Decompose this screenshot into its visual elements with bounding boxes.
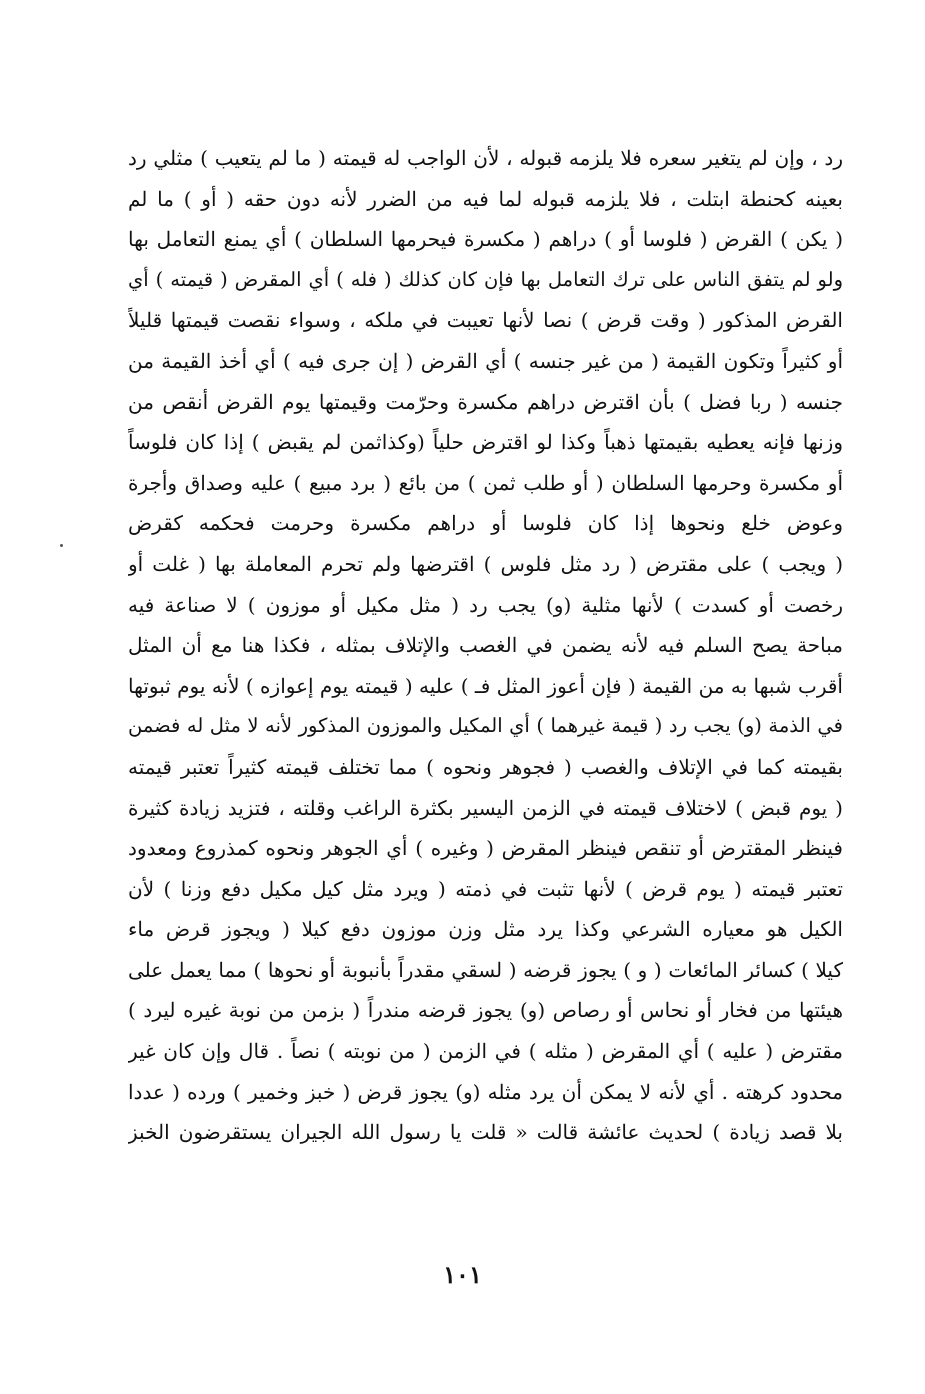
- text-line: محدود كرهته . أي لأنه لا يمكن أن يرد مثله (و) يجوز قرض ( خبز وخمير ) ورده ( عددا: [128, 1079, 843, 1104]
- text-line: رخصت أو كسدت ) لأنها مثلية (و) يجب رد ( مثل مكيل أو موزون ) لا صناعة فيه: [128, 592, 843, 617]
- text-line: بلا قصد زيادة ) لحديث عائشة قالت « قلت يا رسول الله الجيران يستقرضون الخبز: [128, 1120, 843, 1145]
- text-line: في الذمة (و) يجب رد ( قيمة غيرهما ) أي المكيل والموزون المذكور لأنه لا مثل له فضمن: [128, 714, 843, 738]
- text-line: مقترض ( عليه ) أي المقرض ( مثله ) في الزمن ( من نوبته ) نصاً . قال وإن كان غير: [128, 1039, 843, 1064]
- text-line: مباحة يصح السلم فيه لأنه يضمن في الغصب والإتلاف بمثله ، فكذا هنا مع أن المثل: [128, 633, 843, 658]
- text-line: ولو لم يتفق الناس على ترك التعامل بها فإن كان كذلك ( فله ) أي المقرض ( قيمته ) أي: [128, 267, 843, 291]
- text-line: جنسه ( ربا فضل ) بأن اقترض دراهم مكسرة وحرّمت وقيمتها يوم القرض أنقص من: [128, 389, 843, 414]
- margin-dot: [60, 544, 63, 547]
- text-line: ( ويجب ) على مقترض ( رد مثل فلوس ) اقترضها ولم تحرم المعاملة بها ( غلت أو: [128, 551, 843, 576]
- text-line: بقيمته كما في الإتلاف والغصب ( فجوهر ونحوه ) مما تختلف قيمته كثيراً تعتبر قيمته: [128, 754, 843, 779]
- text-line: هيئتها من فخار أو نحاس أو رصاص (و) يجوز قرضه مندراً ( بزمن من نوبة غيره ليرد ): [128, 998, 843, 1023]
- text-line: ( يوم قبض ) لاختلاف قيمته في الزمن اليسير بكثرة الراغب وقلته ، فتزيد زيادة كثيرة: [128, 795, 843, 820]
- text-line: الكيل هو معياره الشرعي وكذا يرد مثل وزن موزون دفع كيلا ( ويجوز قرض ماء: [128, 917, 843, 942]
- text-line: وعوض خلع ونحوها إذا كان فلوسا أو دراهم مكسرة وحرمت فحكمه كقرض: [128, 511, 843, 536]
- text-line: أو كثيراً وتكون القيمة ( من غير جنسه ) أي القرض ( إن جرى فيه ) أي أخذ القيمة من: [128, 348, 843, 373]
- text-line: فينظر المقترض أو تنقص فينظر المقرض ( وغيره ) أي الجوهر ونحوه كمذروع ومعدود: [128, 836, 843, 861]
- text-line: وزنها فإنه يعطيه بقيمتها ذهباً وكذا لو اقترض حلياً (وكذاثمن لم يقبض ) إذا كان فلوساً: [128, 430, 843, 455]
- text-line: القرض المذكور ( وقت قرض ) نصا لأنها تعيبت في ملكه ، وسواء نقصت قيمتها قليلاً: [128, 308, 843, 333]
- text-line: رد ، وإن لم يتغير سعره فلا يلزمه قبوله ، لأن الواجب له قيمته ( ما لم يتعيب ) مثلي رد: [128, 146, 843, 170]
- text-line: ( يكن ) القرض ( فلوسا أو ) دراهم ( مكسرة فيحرمها السلطان ) أي يمنع التعامل بها: [128, 227, 843, 252]
- body-text: [128, 138, 843, 1153]
- text-line: تعتبر قيمته ( يوم قرض ) لأنها تثبت في ذمته ( ويرد مثل كيل مكيل دفع وزنا ) لأن: [128, 876, 843, 901]
- text-line: بعينه كحنطة ابتلت ، فلا يلزمه قبوله لما فيه من الضرر لأنه دون حقه ( أو ) ما لم: [128, 186, 843, 211]
- text-line: أو مكسرة وحرمها السلطان ( أو طلب ثمن ) من بائع ( برد مبيع ) عليه وصداق وأجرة: [128, 470, 843, 495]
- page-number: ١٠١: [443, 1260, 482, 1289]
- text-line: كيلا ) كسائر المائعات ( و ) يجوز قرضه ( لسقي مقدراً بأنبوبة أو نحوها ) مما يعمل على: [128, 957, 843, 982]
- text-line: أقرب شبها به من القيمة ( فإن أعوز المثل فـ ) عليه ( قيمته يوم إعوازه ) لأنه يوم ثبوتها: [128, 673, 843, 698]
